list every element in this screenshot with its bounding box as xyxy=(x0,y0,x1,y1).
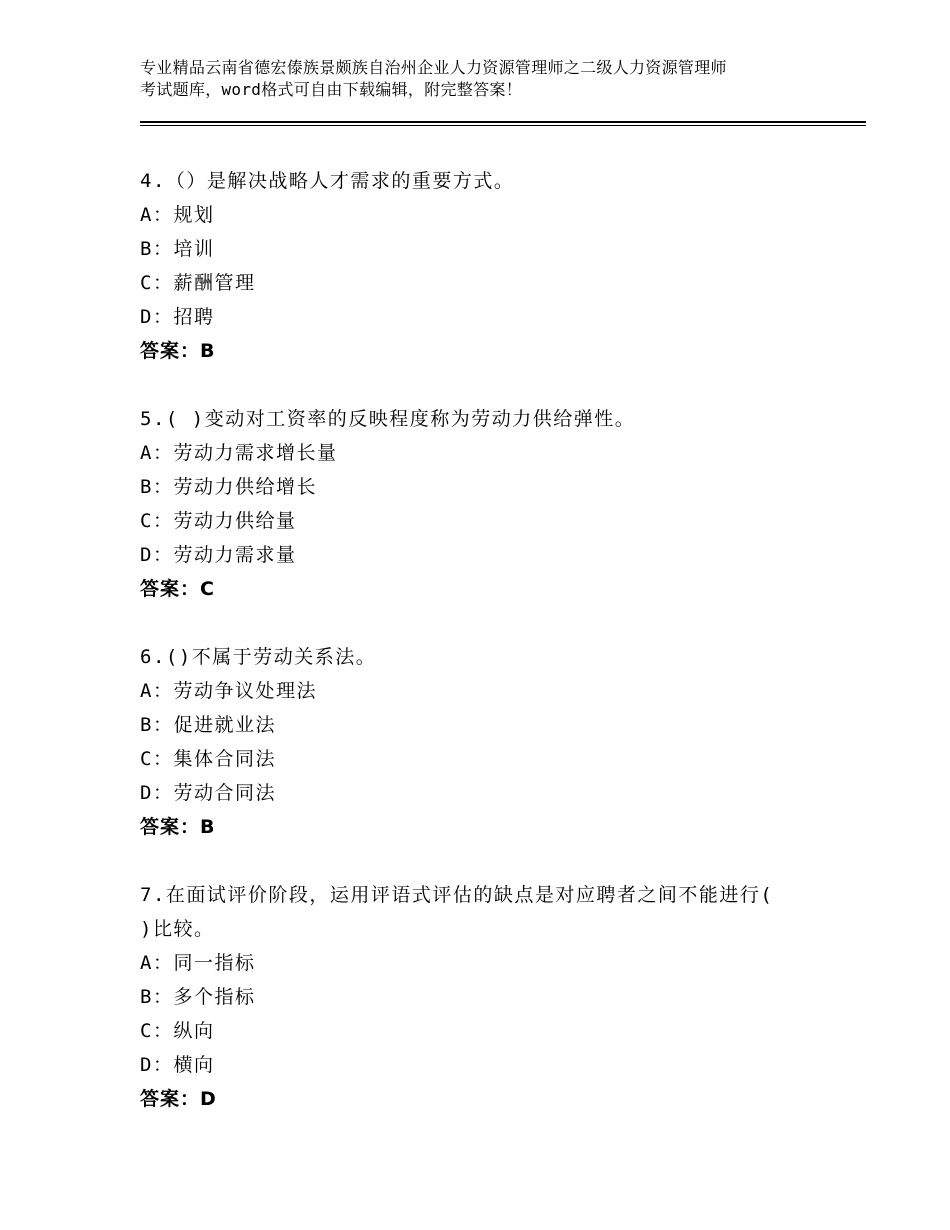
option-a: A：劳动力需求增长量 xyxy=(140,442,338,464)
answer-label: 答案：D xyxy=(140,1088,217,1110)
header-line-1: 专业精品云南省德宏傣族景颇族自治州企业人力资源管理师之二级人力资源管理师 xyxy=(140,58,727,77)
option-a: A：劳动争议处理法 xyxy=(140,680,317,702)
option-b: B：促进就业法 xyxy=(140,714,276,736)
option-d: D：横向 xyxy=(140,1054,215,1076)
option-d: D：劳动合同法 xyxy=(140,782,276,804)
answer-label: 答案：C xyxy=(140,578,215,600)
option-c: C：劳动力供给量 xyxy=(140,510,297,532)
option-a: A：规划 xyxy=(140,204,215,226)
divider-thick-line xyxy=(140,121,866,123)
question-text: 4.（）是解决战略人才需求的重要方式。 xyxy=(140,170,515,192)
question-text: 5.( )变动对工资率的反映程度称为劳动力供给弹性。 xyxy=(140,408,636,430)
option-c: C：集体合同法 xyxy=(140,748,276,770)
header-line-2: 考试题库，word格式可自由下载编辑，附完整答案！ xyxy=(140,80,523,99)
header-divider xyxy=(140,121,866,126)
question-text: 6.()不属于劳动关系法。 xyxy=(140,646,377,668)
document-header xyxy=(140,57,830,101)
question-4 xyxy=(140,164,840,368)
question-7 xyxy=(140,878,840,1116)
question-text-line-1: 7.在面试评价阶段，运用评语式评估的缺点是对应聘者之间不能进行( xyxy=(140,884,774,906)
question-5 xyxy=(140,402,840,606)
option-b: B：多个指标 xyxy=(140,986,256,1008)
answer-label: 答案：B xyxy=(140,816,216,838)
option-b: B：培训 xyxy=(140,238,215,260)
question-text-line-2: )比较。 xyxy=(140,918,215,940)
option-b: B：劳动力供给增长 xyxy=(140,476,317,498)
option-d: D：招聘 xyxy=(140,306,215,328)
option-a: A：同一指标 xyxy=(140,952,256,974)
divider-thin-line xyxy=(140,125,866,126)
question-6 xyxy=(140,640,840,844)
option-c: C：薪酬管理 xyxy=(140,272,256,294)
option-d: D：劳动力需求量 xyxy=(140,544,297,566)
option-c: C：纵向 xyxy=(140,1020,215,1042)
question-list xyxy=(140,164,840,1150)
answer-label: 答案：B xyxy=(140,340,216,362)
